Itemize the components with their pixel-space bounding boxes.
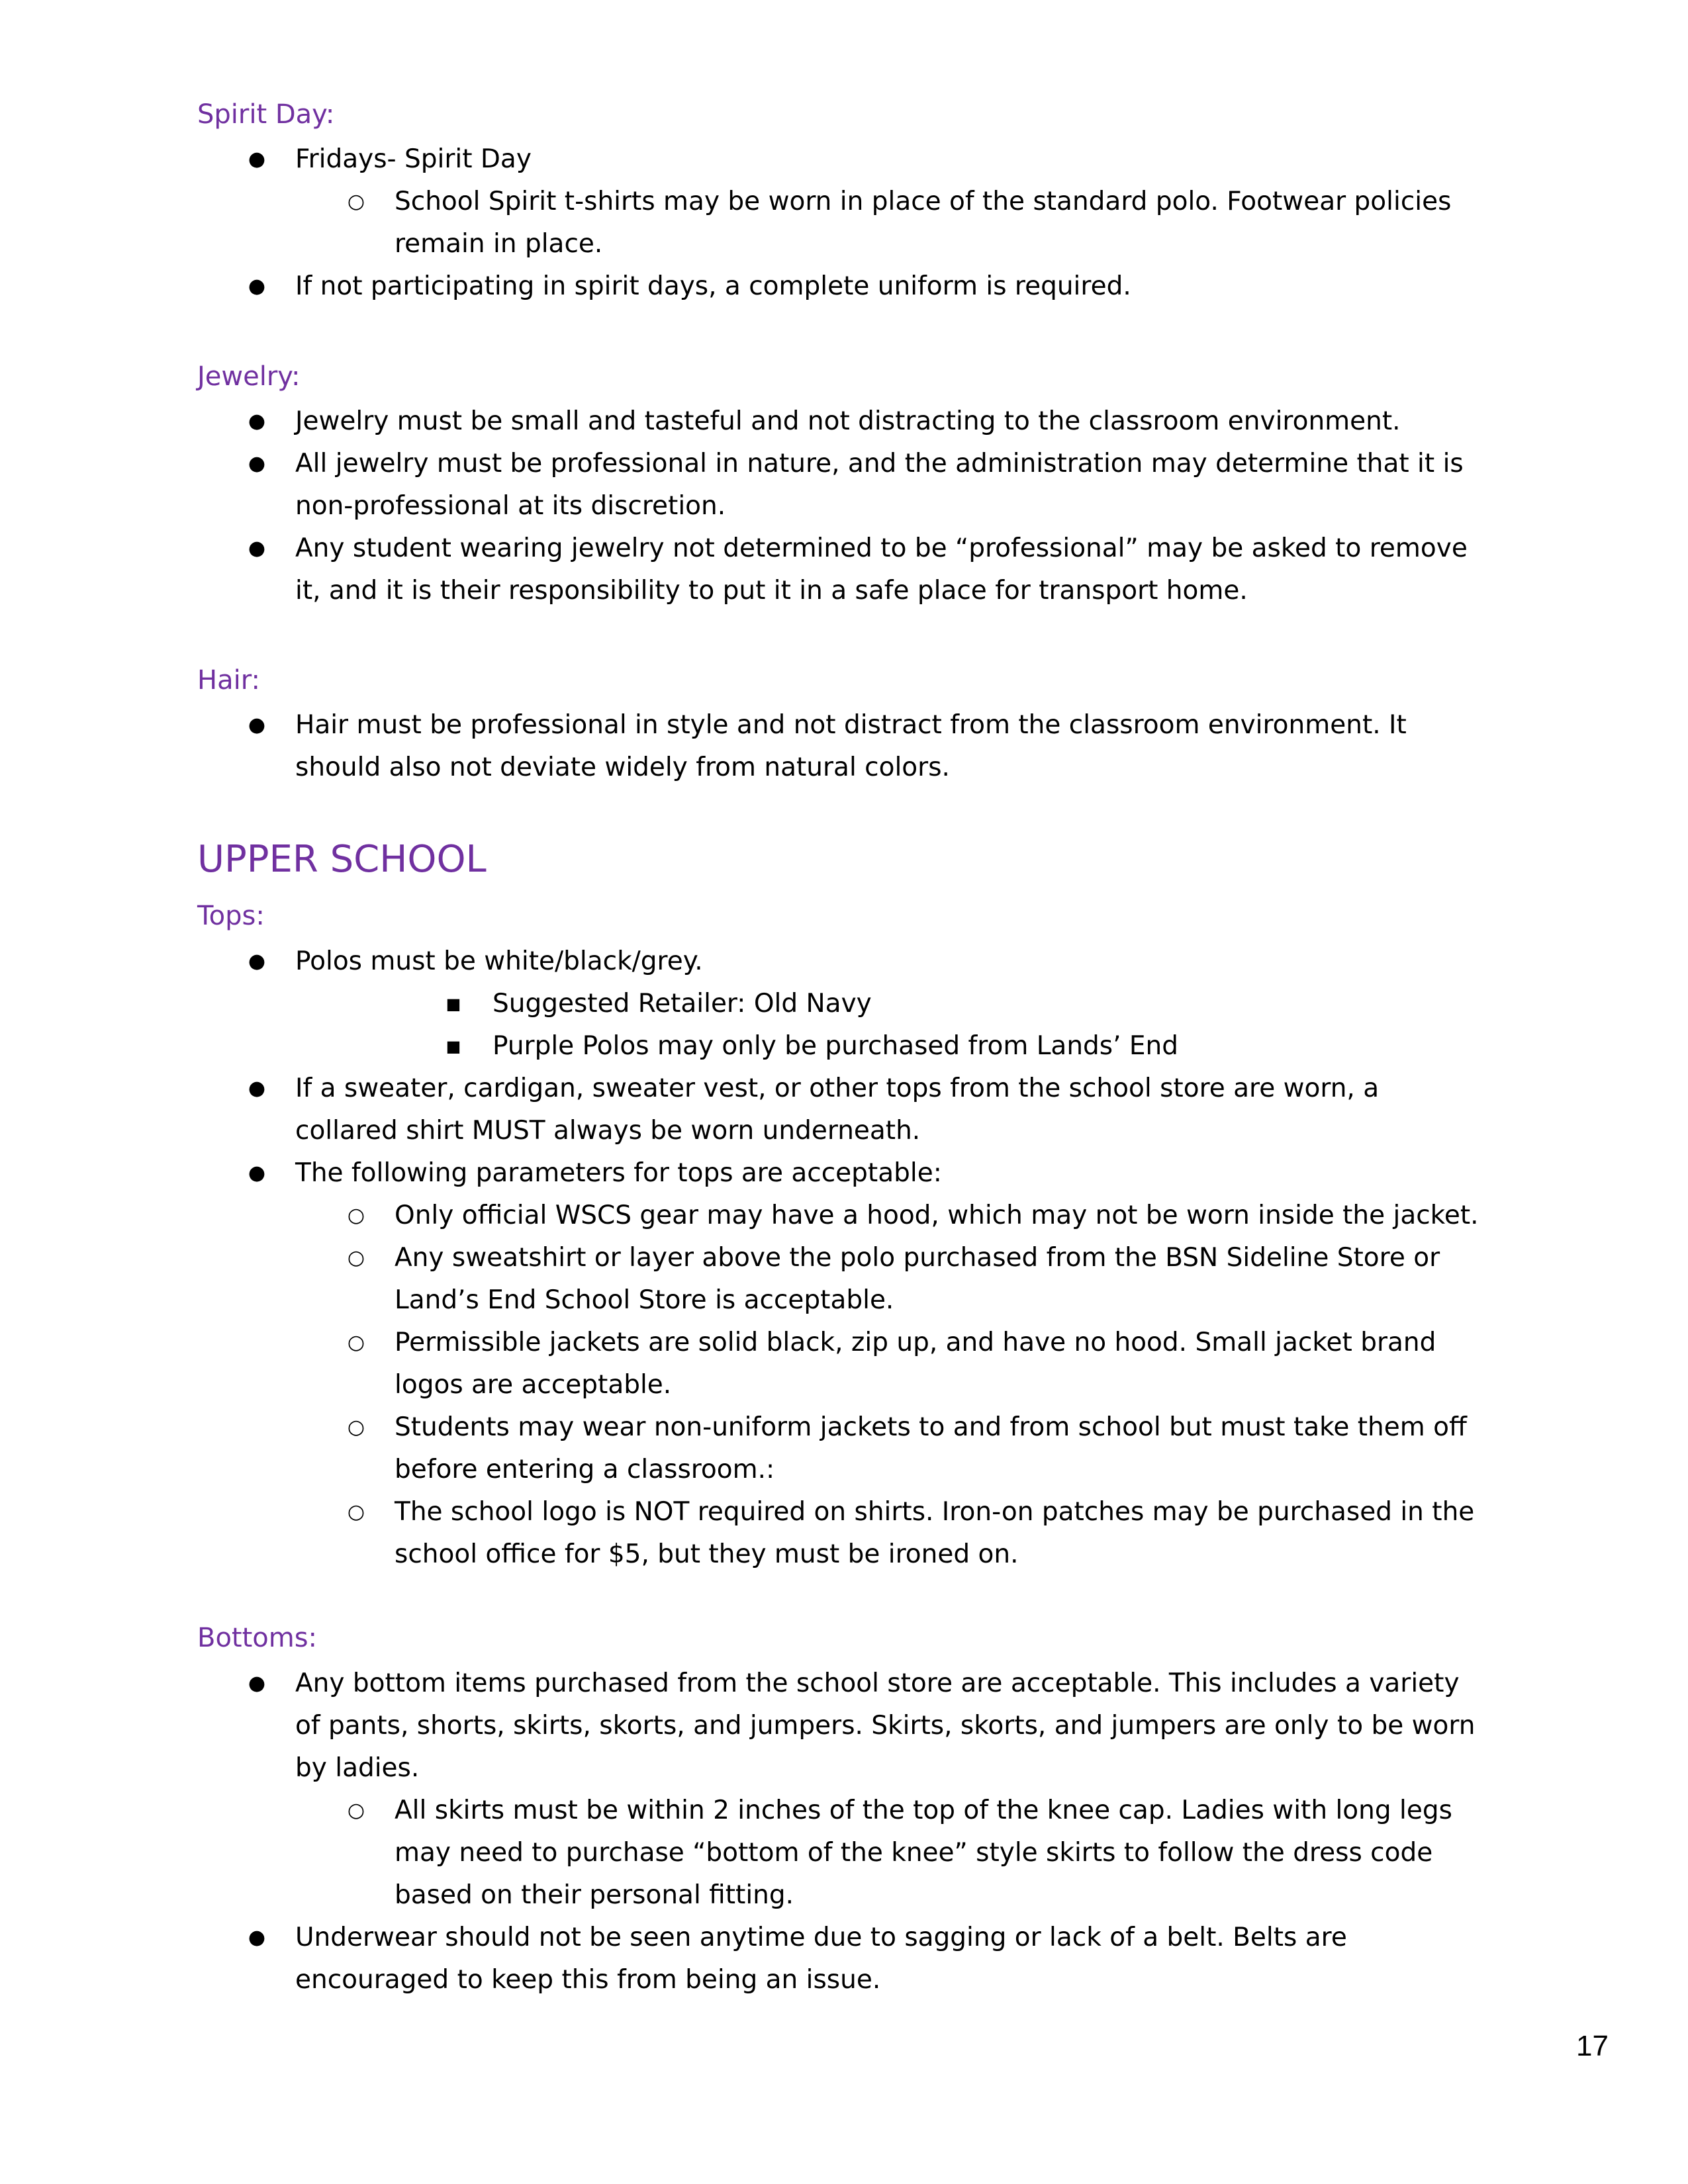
disc-bullet-icon: ● xyxy=(248,1926,266,1949)
circle-bullet-icon: ○ xyxy=(347,1799,365,1822)
section-heading-jewelry: Jewelry: xyxy=(197,361,301,392)
list-item-text: Suggested Retailer: Old Navy xyxy=(492,989,872,1019)
section-heading-tops: Tops: xyxy=(197,901,265,931)
list-item-text: Any bottom items purchased from the school store are acceptable. This includes a variety of pants, shorts, skirts, skorts, and jumpers. Skirts, skorts, and jumpers are only to be worn by ladies. xyxy=(295,1668,1476,1783)
list-item-text: Only official WSCS gear may have a hood, which may not be worn inside the jacket. xyxy=(395,1201,1479,1230)
disc-bullet-icon: ● xyxy=(248,410,266,433)
list-item-text: The following parameters for tops are acceptable: xyxy=(295,1158,942,1188)
circle-bullet-icon: ○ xyxy=(347,190,365,213)
circle-bullet-icon: ○ xyxy=(347,1204,365,1227)
list-item-text: If a sweater, cardigan, sweater vest, or other tops from the school store are worn, a collared shirt MUST always be worn underneath. xyxy=(295,1073,1380,1146)
disc-bullet-icon: ● xyxy=(248,1077,266,1100)
circle-bullet-icon: ○ xyxy=(347,1331,365,1354)
square-bullet-icon: ■ xyxy=(445,1037,461,1056)
section-heading-bottoms: Bottoms: xyxy=(197,1623,318,1653)
list-item-text: Permissible jackets are solid black, zip up, and have no hood. Small jacket brand logos are acceptable. xyxy=(395,1328,1436,1400)
disc-bullet-icon: ● xyxy=(248,452,266,475)
disc-bullet-icon: ● xyxy=(248,537,266,560)
circle-bullet-icon: ○ xyxy=(347,1416,365,1439)
list-item-text: The school logo is NOT required on shirts. Iron-on patches may be purchased in the school office for $5, but they must be ironed on. xyxy=(395,1497,1475,1569)
list-item-text: Any sweatshirt or layer above the polo purchased from the BSN Sideline Store or Land’s End School Store is acceptable. xyxy=(395,1243,1440,1315)
circle-bullet-icon: ○ xyxy=(347,1246,365,1269)
disc-bullet-icon: ● xyxy=(248,950,266,973)
list-item-text: Purple Polos may only be purchased from Lands’ End xyxy=(492,1031,1179,1061)
square-bullet-icon: ■ xyxy=(445,995,461,1013)
disc-bullet-icon: ● xyxy=(248,1672,266,1695)
list-item-text: Any student wearing jewelry not determined to be “professional” may be asked to remove it, and it is their responsibility to put it in a safe place for transport home. xyxy=(295,533,1468,606)
disc-bullet-icon: ● xyxy=(248,275,266,298)
page-title-upper-school: UPPER SCHOOL xyxy=(197,838,487,881)
disc-bullet-icon: ● xyxy=(248,148,266,171)
list-item-text: All jewelry must be professional in nature, and the administration may determine that it is non-professional at its discretion. xyxy=(295,449,1464,521)
list-item-text: Fridays- Spirit Day xyxy=(295,144,532,174)
list-item-text: Hair must be professional in style and not distract from the classroom environment. It should also not deviate widely from natural colors. xyxy=(295,710,1407,782)
list-item-text: Underwear should not be seen anytime due to sagging or lack of a belt. Belts are encouraged to keep this from being an issue. xyxy=(295,1923,1347,1995)
disc-bullet-icon: ● xyxy=(248,1161,266,1185)
section-heading-spirit-day: Spirit Day: xyxy=(197,99,335,130)
circle-bullet-icon: ○ xyxy=(347,1500,365,1524)
page-number: 17 xyxy=(1576,2030,1609,2062)
list-item-text: School Spirit t-shirts may be worn in place of the standard polo. Footwear policies remain in place. xyxy=(395,187,1452,259)
list-item-text: All skirts must be within 2 inches of the top of the knee cap. Ladies with long legs may need to purchase “bottom of the knee” style skirts to follow the dress code based on their personal fitting. xyxy=(395,1796,1452,1910)
section-heading-hair: Hair: xyxy=(197,665,260,696)
list-item-text: Polos must be white/black/grey. xyxy=(295,946,703,976)
list-item-text: Students may wear non-uniform jackets to and from school but must take them off before entering a classroom.: xyxy=(395,1412,1467,1484)
disc-bullet-icon: ● xyxy=(248,713,266,737)
list-item-text: Jewelry must be small and tasteful and not distracting to the classroom environment. xyxy=(295,406,1401,436)
list-item-text: If not participating in spirit days, a complete uniform is required. xyxy=(295,271,1131,301)
